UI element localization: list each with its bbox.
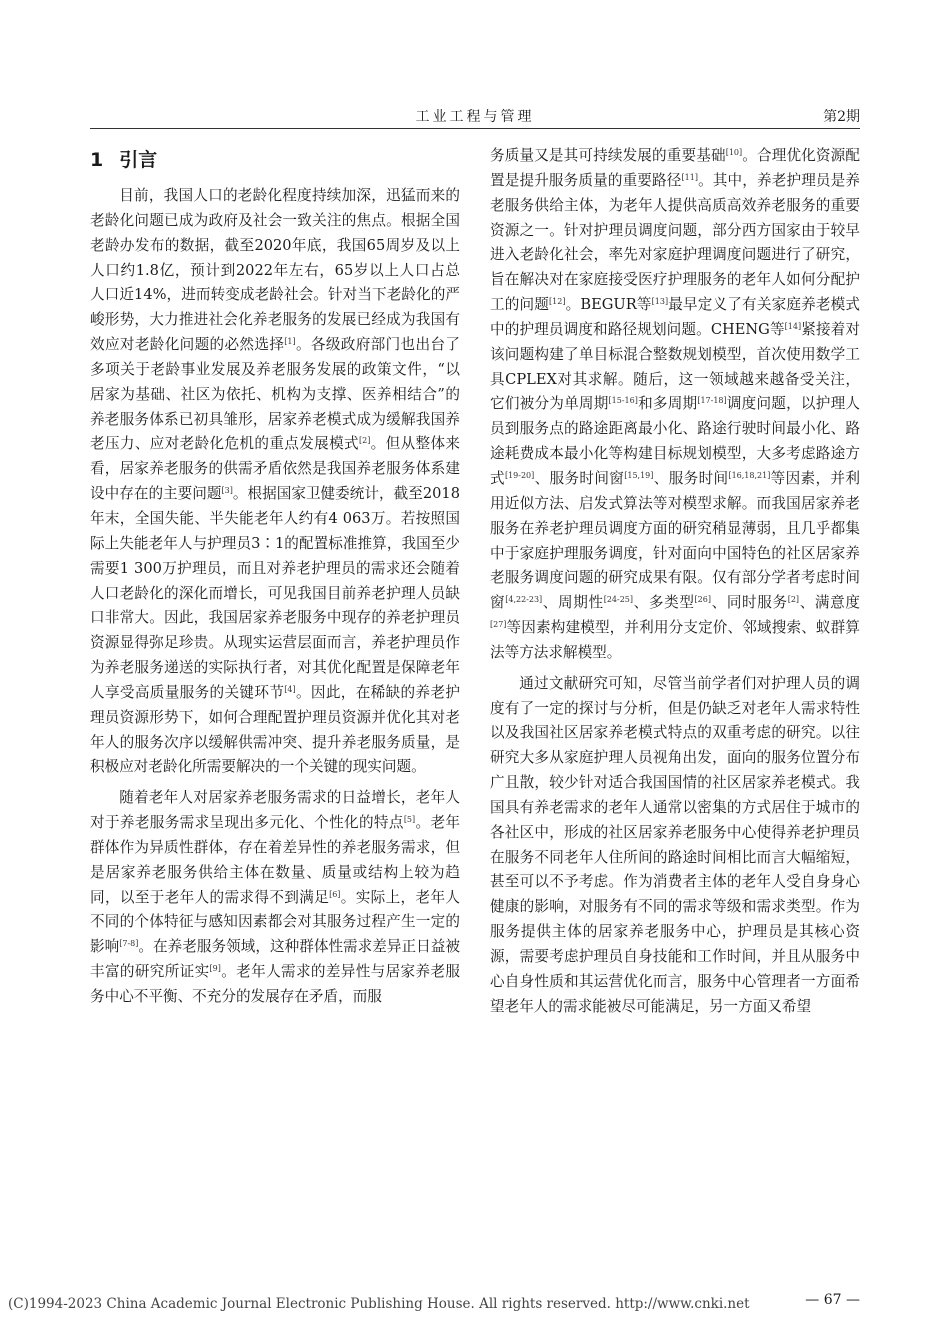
citation-ref: [16,18,21]	[728, 470, 771, 480]
left-column	[90, 144, 460, 1010]
page-number: — 67 —	[805, 1292, 860, 1308]
text-run: 。实际上，老年人不同的个体特征与感知因素都会对其服务过程产生一定的影响	[90, 888, 460, 956]
citation-ref: [2]	[787, 595, 800, 605]
text-run: 、服务时间	[653, 469, 729, 487]
paragraph	[490, 144, 860, 666]
citation-ref: [17-18]	[697, 396, 727, 406]
text-run: 、同时服务	[710, 594, 788, 612]
right-column	[490, 144, 860, 1020]
text-run: 。老年群体作为异质性群体，存在着差异性的养老服务需求，但是居家养老服务供给主体在数量、质量或结构上较为趋同，以至于老年人的需求得不到满足	[90, 814, 460, 906]
text-run: 、满意度	[799, 594, 860, 612]
text-run: 等因素，并利用近似方法、启发式算法等对模型求解。而我国居家养老服务在养老护理员调度方面的研究稍显薄弱，且几乎都集中于家庭护理服务调度，针对面向中国特色的社区居家养老服务调度问题的研究成果有限。仅有部分学者考虑时间窗	[490, 469, 860, 612]
text-run: 。在养老服务领域，这种群体性需求差异正日益被丰富的研究所证实	[90, 938, 460, 981]
text-run: 最早定义了有关家庭养老模式中的护理员调度和路径规划问题。CHENG等	[490, 296, 860, 338]
citation-ref: [14]	[784, 321, 802, 331]
section-title: 引言	[119, 149, 158, 171]
text-run: 、多类型	[633, 594, 695, 612]
citation-ref: [15,19]	[624, 470, 654, 480]
text-run: 。各级政府部门也出台了多项关于老龄事业发展及养老服务发展的政策文件，“以居家为基础、社区为依托、机构为支撑、医养相结合”的养老服务体系已初具雏形，居家养老模式成为缓解我国养老压力、应对老龄化危机的重点发展模式	[90, 336, 460, 453]
text-run: 紧接着对该问题构建了单目标混合整数规划模型，首次使用数学工具CPLEX对其求解。随后，这一领域越来越备受关注，它们被分为单周期	[490, 320, 860, 413]
citation-ref: [4]	[284, 684, 296, 694]
copyright-footer: (C)1994-2023 China Academic Journal Electronic Publishing House. All rights reserved. http://www.cnki.net	[8, 1296, 750, 1312]
text-run: 调度问题，以护理人员到服务点的路途距离最小化、路途行驶时间最小化、路途耗费成本最小化等构建目标规划模型，大多考虑路途方式	[490, 395, 860, 487]
text-run: 和多周期	[637, 395, 698, 413]
citation-ref: [3]	[221, 486, 233, 496]
text-run: 通过文献研究可知，尽管当前学者们对护理人员的调度有了一定的探讨与分析，但是仍缺乏对老年人需求特性以及我国社区居家养老模式特点的双重考虑的研究。以往研究大多从家庭护理人员视角出发，面向的服务位置分布广且散，较少针对适合我国国情的社区居家养老模式。我国具有养老需求的老年人通常以密集的方式居住于城市的各社区中，形成的社区居家养老服务中心使得养老护理员在服务不同老年人住所间的路途时间相比而言大幅缩短，甚至可以不予考虑。作为消费者主体的老年人受自身身心健康的影响，对服务有不同的需求等级和需求类型。作为服务提供主体的居家养老服务中心，护理员是其核心资源，需要考虑护理员自身技能和工作时间，并且从服务中心自身性质和其运营优化而言，服务中心管理者一方面希望老年人的需求能被尽可能满足，另一方面又希望	[490, 674, 860, 1015]
citation-ref: [7-8]	[119, 939, 139, 949]
text-run: 。其中，养老护理员是养老服务供给主体，为老年人提供高质高效养老服务的重要资源之一。针对护理员调度问题，部分西方国家由于较早进入老龄化社会，率先对家庭护理调度问题进行了研究，旨在解决对在家庭接受医疗护理服务的老年人如何分配护工的问题	[490, 171, 860, 314]
section-number: 1	[90, 149, 104, 171]
text-run: 等因素构建模型，并利用分支定价、邻域搜索、蚁群算法等方法求解模型。	[490, 619, 860, 661]
text-run: 。根据国家卫健委统计，截至2018年末，全国失能、半失能老年人约有4 063万。若按照国际上失能老年人与护理员3∶1的配置标准推算，我国至少需要1 300万护理员，而且对养老护理员的需求还会随着人口老龄化的深化而增长，可见我国目前养老护理人员缺口非常大。因此，我国居家养老服务中现存的养老护理员资源显得弥足珍贵。从现实运营层面而言，养老护理员作为养老服务递送的实际执行者，对其优化配置是保障老年人享受高质量服务的关键环节	[90, 485, 460, 701]
running-header	[90, 104, 860, 129]
citation-ref: [19-20]	[504, 470, 535, 480]
issue-number: 第2期	[823, 109, 860, 125]
text-run: 目前，我国人口的老龄化程度持续加深，迅猛而来的老龄化问题已成为政府及社会一致关注的焦点。根据全国老龄办发布的数据，截至2020年底，我国65周岁及以上人口约1.8亿，预计到2022年左右，65岁以上人口占总人口近14%，进而转变成老龄社会。针对当下老龄化的严峻形势，大力推进社会化养老服务的发展已经成为我国有效应对老龄化问题的必然选择	[90, 187, 460, 354]
citation-ref: [2]	[358, 436, 371, 446]
citation-ref: [6]	[329, 889, 341, 899]
paragraph	[90, 184, 460, 780]
text-run: 务质量又是其可持续发展的重要基础	[490, 147, 726, 164]
paragraph	[90, 786, 460, 1010]
text-run: 。BEGUR等	[565, 296, 652, 314]
paragraph	[490, 672, 860, 1020]
citation-ref: [13]	[651, 297, 669, 307]
text-run: 、服务时间窗	[534, 469, 625, 487]
citation-ref: [12]	[549, 297, 566, 307]
citation-ref: [1]	[284, 337, 296, 347]
citation-ref: [11]	[681, 172, 698, 182]
text-run: 。因此，在稀缺的养老护理员资源形势下，如何合理配置护理员资源并优化其对老年人的服务次序以缓解供需冲突、提升养老服务质量，是积极应对老龄化所需要解决的一个关键的现实问题。	[90, 683, 460, 776]
citation-ref: [4,22-23]	[505, 595, 543, 605]
text-run: 。老年人需求的差异性与居家养老服务中心不平衡、不充分的发展存在矛盾，而服	[90, 963, 460, 1005]
text-run: 随着老年人对居家养老服务需求的日益增长，老年人对于养老服务需求呈现出多元化、个性化的特点	[90, 789, 460, 832]
citation-ref: [15-16]	[608, 396, 638, 406]
text-run: 。但从整体来看，居家养老服务的供需矛盾依然是我国养老服务体系建设中存在的主要问题	[90, 435, 460, 503]
citation-ref: [27]	[490, 620, 507, 630]
citation-ref: [5]	[403, 815, 416, 825]
text-run: 、周期性	[542, 594, 604, 612]
citation-ref: [9]	[209, 964, 221, 974]
citation-ref: [24-25]	[603, 595, 634, 605]
section-heading	[90, 144, 460, 180]
journal-name: 工业工程与管理	[415, 109, 535, 125]
citation-ref: [26]	[694, 595, 711, 605]
text-run: 。合理优化资源配置是提升服务质量的重要路径	[490, 147, 860, 189]
citation-ref: [10]	[725, 148, 743, 157]
